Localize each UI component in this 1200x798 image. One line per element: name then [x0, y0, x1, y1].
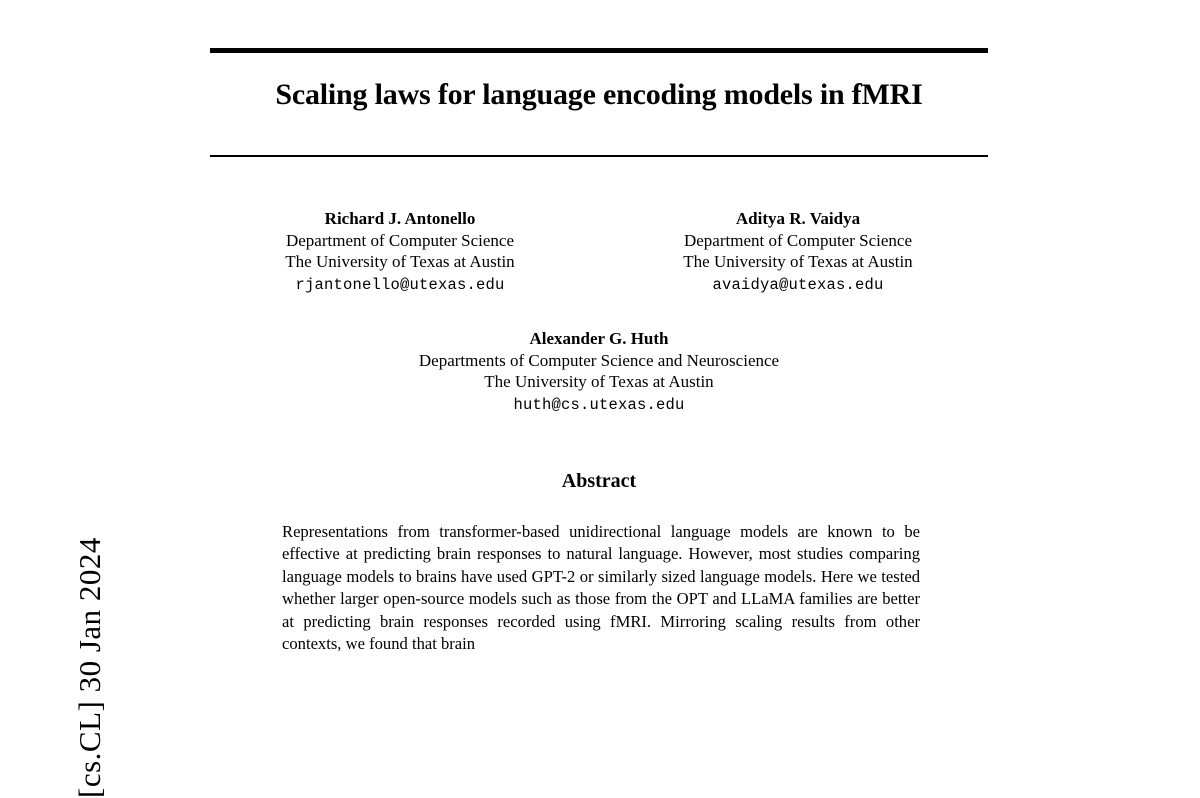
author-email[interactable]: rjantonello@utexas.edu [295, 275, 505, 294]
author-block [210, 328, 988, 416]
author-department: Department of Computer Science [285, 230, 514, 250]
author-institution: The University of Texas at Austin [683, 252, 913, 271]
author-email[interactable]: huth@cs.utexas.edu [513, 395, 685, 414]
abstract-body [282, 521, 920, 655]
page-title: Scaling laws for language encoding models in fMRI [275, 78, 923, 111]
author-institution: The University of Texas at Austin [285, 252, 515, 271]
title-rule-bottom [210, 155, 988, 157]
author-block [210, 208, 590, 296]
abstract-heading: Abstract [561, 470, 637, 492]
author-name: Aditya R. Vaidya [735, 209, 861, 228]
title-rule-top [210, 48, 988, 53]
author-department: Departments of Computer Science and Neuroscience [418, 350, 780, 370]
arxiv-stamp [0, 0, 107, 798]
author-email[interactable]: avaidya@utexas.edu [712, 275, 884, 294]
authors-row [210, 208, 988, 296]
author-name: Richard J. Antonello [324, 209, 476, 228]
author-block [608, 208, 988, 296]
author-department: Department of Computer Science [683, 230, 912, 250]
abstract-paragraph: Representations from transformer-based unidirectional language models are known to be effective at predicting brain responses to natural language. However, most studies comparing language models to brains have used GPT-2 or similarly sized language models. Here we tested whether larger open-source models such as those from the OPT and LLaMA families are better at predicting brain responses recorded using fMRI. Mirroring scaling results from other contexts, we found that brain [282, 522, 920, 654]
author-institution: The University of Texas at Austin [484, 372, 714, 391]
arxiv-stamp-text: [cs.CL] 30 Jan 2024 [72, 537, 107, 798]
author-name: Alexander G. Huth [529, 329, 669, 348]
paper-content [210, 0, 990, 654]
